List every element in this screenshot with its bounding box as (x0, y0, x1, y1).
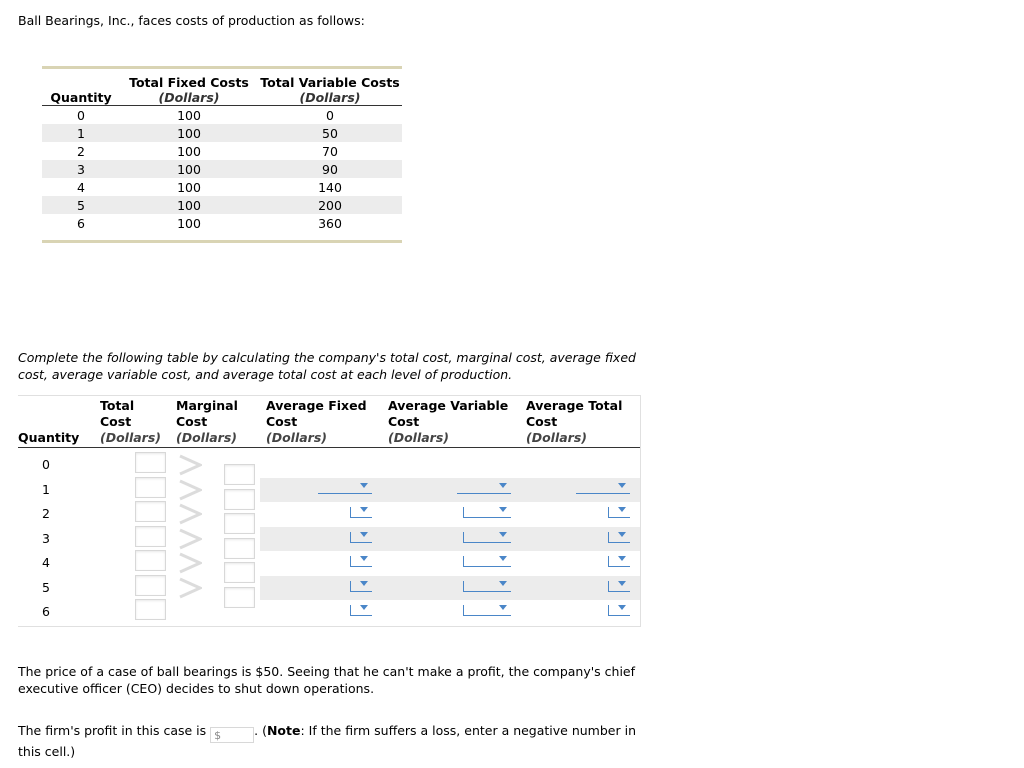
profit-input[interactable]: $ (210, 727, 254, 743)
cell-q: 2 (77, 143, 85, 159)
header-average-total-cost: Average Total Cost (Dollars) (526, 398, 623, 445)
dropdown-edge (608, 556, 609, 566)
afc-dropdown[interactable] (350, 552, 372, 567)
chevron-right-icon (178, 577, 202, 599)
col-header-tfc: Total Fixed Costs (129, 75, 249, 90)
header-total-cost: Total Cost (Dollars) (100, 398, 161, 445)
dropdown-edge (463, 605, 464, 615)
instruction-text: Complete the following table by calculating the company's total cost, marginal cost, average fixed cost, average variable cost, and average total cost at each level of production. (18, 350, 636, 382)
chevron-right-icon (178, 454, 202, 476)
dropdown-edge (350, 532, 351, 542)
cell-tfc: 100 (177, 179, 201, 195)
chevron-down-icon (618, 556, 626, 561)
afc-dropdown[interactable] (350, 601, 372, 616)
chevron-right-icon (178, 528, 202, 550)
marginal-cost-input[interactable] (224, 513, 255, 534)
quantity-label: 5 (42, 579, 50, 595)
dropdown-edge (463, 532, 464, 542)
total-cost-input[interactable] (135, 575, 166, 596)
intro-text: Ball Bearings, Inc., faces costs of production as follows: (18, 13, 365, 28)
chevron-right-icon (178, 552, 202, 574)
col-unit-tvc: (Dollars) (299, 90, 361, 105)
dropdown-edge (463, 556, 464, 566)
marginal-cost-input[interactable] (224, 538, 255, 559)
header-average-variable-cost: Average Variable Cost (Dollars) (388, 398, 509, 445)
chevron-down-icon (360, 483, 368, 488)
cell-tfc: 100 (120, 124, 258, 142)
cell-tfc: 100 (177, 107, 201, 123)
table-row (42, 214, 402, 232)
col-header-tvc: Total Variable Costs (260, 75, 400, 90)
quantity-label: 6 (42, 604, 50, 619)
cell-q: 4 (77, 179, 85, 195)
table-row (42, 196, 402, 214)
cell-q: 6 (77, 215, 85, 231)
table-row (42, 160, 402, 178)
chevron-down-icon (618, 483, 626, 488)
price-text: The price of a case of ball bearings is $50. Seeing that he can't make a profit, the company's chief executive officer (CEO) decides to shut down operations. (18, 664, 636, 696)
chevron-down-icon (618, 507, 626, 512)
dropdown-edge (608, 581, 609, 591)
afc-dropdown[interactable] (350, 503, 372, 518)
quantity-label: 0 (42, 457, 50, 472)
quantity-label: 3 (42, 530, 50, 546)
total-cost-input[interactable] (135, 452, 166, 473)
total-cost-input[interactable] (135, 526, 166, 547)
chevron-down-icon (499, 483, 507, 488)
cell-tfc: 100 (120, 160, 258, 178)
total-cost-input[interactable] (135, 550, 166, 571)
cell-tvc: 90 (258, 160, 402, 178)
col-header-quantity: Quantity (42, 90, 120, 106)
dropdown-edge (463, 581, 464, 591)
chevron-down-icon (499, 556, 507, 561)
chevron-down-icon (360, 507, 368, 512)
afc-dropdown[interactable] (350, 577, 372, 592)
dropdown-edge (350, 507, 351, 517)
chevron-down-icon (499, 507, 507, 512)
atc-dropdown[interactable] (576, 479, 630, 494)
dropdown-edge (350, 605, 351, 615)
cell-q: 0 (77, 107, 85, 123)
atc-dropdown[interactable] (608, 552, 630, 567)
table-bottom-rule (42, 240, 402, 243)
cell-tvc: 140 (318, 179, 342, 195)
chevron-down-icon (360, 581, 368, 586)
total-cost-input[interactable] (135, 599, 166, 620)
dropdown-edge (608, 507, 609, 517)
dropdown-edge (350, 556, 351, 566)
cell-tvc: 0 (326, 107, 334, 123)
header-rule (18, 447, 640, 448)
chevron-down-icon (618, 581, 626, 586)
avc-dropdown[interactable] (463, 601, 511, 616)
quantity-label: 4 (42, 555, 50, 570)
avc-dropdown[interactable] (463, 503, 511, 518)
avc-dropdown[interactable] (463, 577, 511, 592)
chevron-down-icon (499, 605, 507, 610)
dropdown-edge (350, 581, 351, 591)
chevron-down-icon (360, 532, 368, 537)
profit-question: The firm's profit in this case is $ . (Note: If the firm suffers a loss, enter a negative number in this cell.) (18, 723, 636, 759)
cell-tfc: 100 (120, 196, 258, 214)
table-row (42, 178, 402, 196)
afc-dropdown[interactable] (350, 528, 372, 543)
table-row (42, 142, 402, 160)
table-row (42, 106, 402, 125)
marginal-cost-input[interactable] (224, 489, 255, 510)
row-shade (260, 527, 640, 551)
atc-dropdown[interactable] (608, 528, 630, 543)
atc-dropdown[interactable] (608, 503, 630, 518)
cell-q: 1 (42, 124, 120, 142)
marginal-cost-input[interactable] (224, 562, 255, 583)
dropdown-edge (463, 507, 464, 517)
quantity-label: 2 (42, 506, 50, 521)
cell-tvc: 200 (258, 196, 402, 214)
table-row (42, 124, 402, 142)
cell-tvc: 360 (318, 215, 342, 231)
total-cost-input[interactable] (135, 477, 166, 498)
chevron-down-icon (618, 532, 626, 537)
cell-q: 3 (42, 160, 120, 178)
afc-dropdown[interactable] (318, 479, 372, 494)
quantity-label: 1 (42, 481, 50, 497)
row-shade (260, 576, 640, 600)
chevron-right-icon (178, 479, 202, 501)
dropdown-edge (608, 605, 609, 615)
avc-dropdown[interactable] (463, 528, 511, 543)
chevron-right-icon (178, 503, 202, 525)
answer-table (18, 395, 641, 627)
chevron-down-icon (618, 605, 626, 610)
cost-table (42, 66, 402, 243)
cell-q: 5 (42, 196, 120, 214)
cell-tfc: 100 (177, 143, 201, 159)
header-marginal-cost: Marginal Cost (Dollars) (176, 398, 238, 445)
cell-tvc: 50 (258, 124, 402, 142)
chevron-down-icon (360, 556, 368, 561)
marginal-cost-input[interactable] (224, 464, 255, 485)
chevron-down-icon (499, 581, 507, 586)
atc-dropdown[interactable] (608, 601, 630, 616)
chevron-down-icon (499, 532, 507, 537)
header-average-fixed-cost: Average Fixed Cost (Dollars) (266, 398, 367, 445)
avc-dropdown[interactable] (457, 479, 511, 494)
cell-tvc: 70 (322, 143, 338, 159)
atc-dropdown[interactable] (608, 577, 630, 592)
chevron-down-icon (360, 605, 368, 610)
col-unit-tfc: (Dollars) (158, 90, 220, 105)
avc-dropdown[interactable] (463, 552, 511, 567)
cell-tfc: 100 (177, 215, 201, 231)
marginal-cost-input[interactable] (224, 587, 255, 608)
header-quantity: Quantity (18, 430, 80, 445)
dropdown-edge (608, 532, 609, 542)
total-cost-input[interactable] (135, 501, 166, 522)
